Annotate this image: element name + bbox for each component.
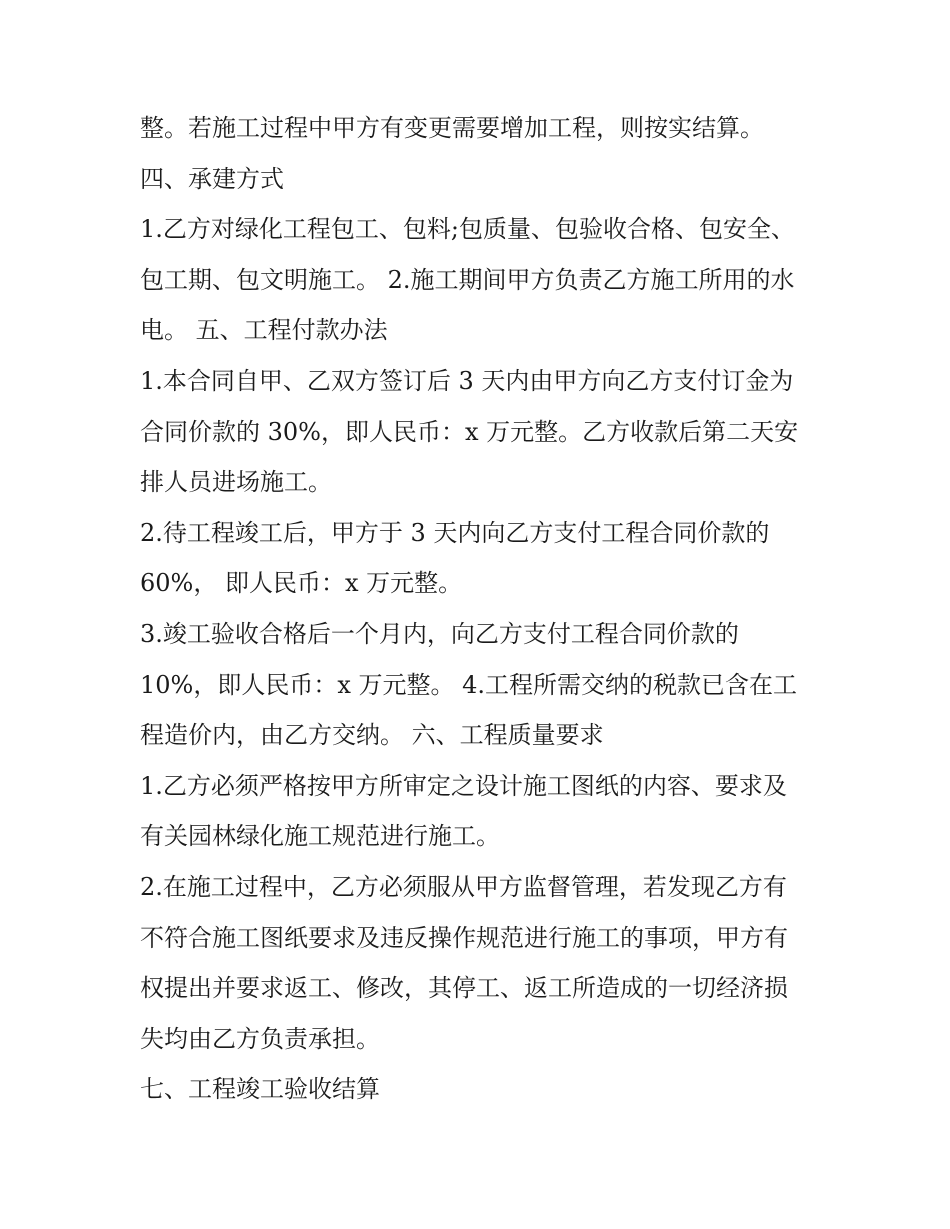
text-line: 2.在施工过程中，乙方必须服从甲方监督管理，若发现乙方有 [140, 872, 787, 901]
text-line: 失均由乙方负责承担。 [140, 1024, 380, 1053]
text-line: 10%，即人民币：x 万元整。 4.工程所需交纳的税款已含在工 [140, 670, 798, 699]
text-line: 1.乙方对绿化工程包工、包料;包质量、包验收合格、包安全、 [140, 215, 795, 244]
section-heading: 七、工程竣工验收结算 [140, 1075, 380, 1104]
text-line: 2.待工程竣工后，甲方于 3 天内向乙方支付工程合同价款的 [140, 518, 770, 547]
text-line: 1.乙方必须严格按甲方所审定之设计施工图纸的内容、要求及 [140, 771, 787, 800]
text-line: 排人员进场施工。 [140, 468, 332, 497]
section-heading: 四、承建方式 [140, 164, 284, 193]
text-line: 包工期、包文明施工。 2.施工期间甲方负责乙方施工所用的水 [140, 265, 795, 294]
text-line: 1.本合同自甲、乙双方签订后 3 天内由甲方向乙方支付订金为 [140, 366, 794, 395]
text-line: 合同价款的 30%，即人民币：x 万元整。乙方收款后第二天安 [140, 417, 799, 446]
text-line: 权提出并要求返工、修改，其停工、返工所造成的一切经济损 [140, 974, 788, 1003]
text-line: 电。 五、工程付款办法 [140, 316, 388, 345]
text-line: 程造价内，由乙方交纳。 六、工程质量要求 [140, 721, 604, 750]
text-line: 60%， 即人民币：x 万元整。 [140, 569, 463, 598]
text-line: 整。若施工过程中甲方有变更需要增加工程，则按实结算。 [140, 114, 764, 142]
text-line: 有关园林绿化施工规范进行施工。 [140, 822, 500, 851]
text-line: 3.竣工验收合格后一个月内，向乙方支付工程合同价款的 [140, 619, 739, 648]
document-page [140, 103, 840, 1115]
text-line: 不符合施工图纸要求及违反操作规范进行施工的事项，甲方有 [140, 923, 788, 952]
